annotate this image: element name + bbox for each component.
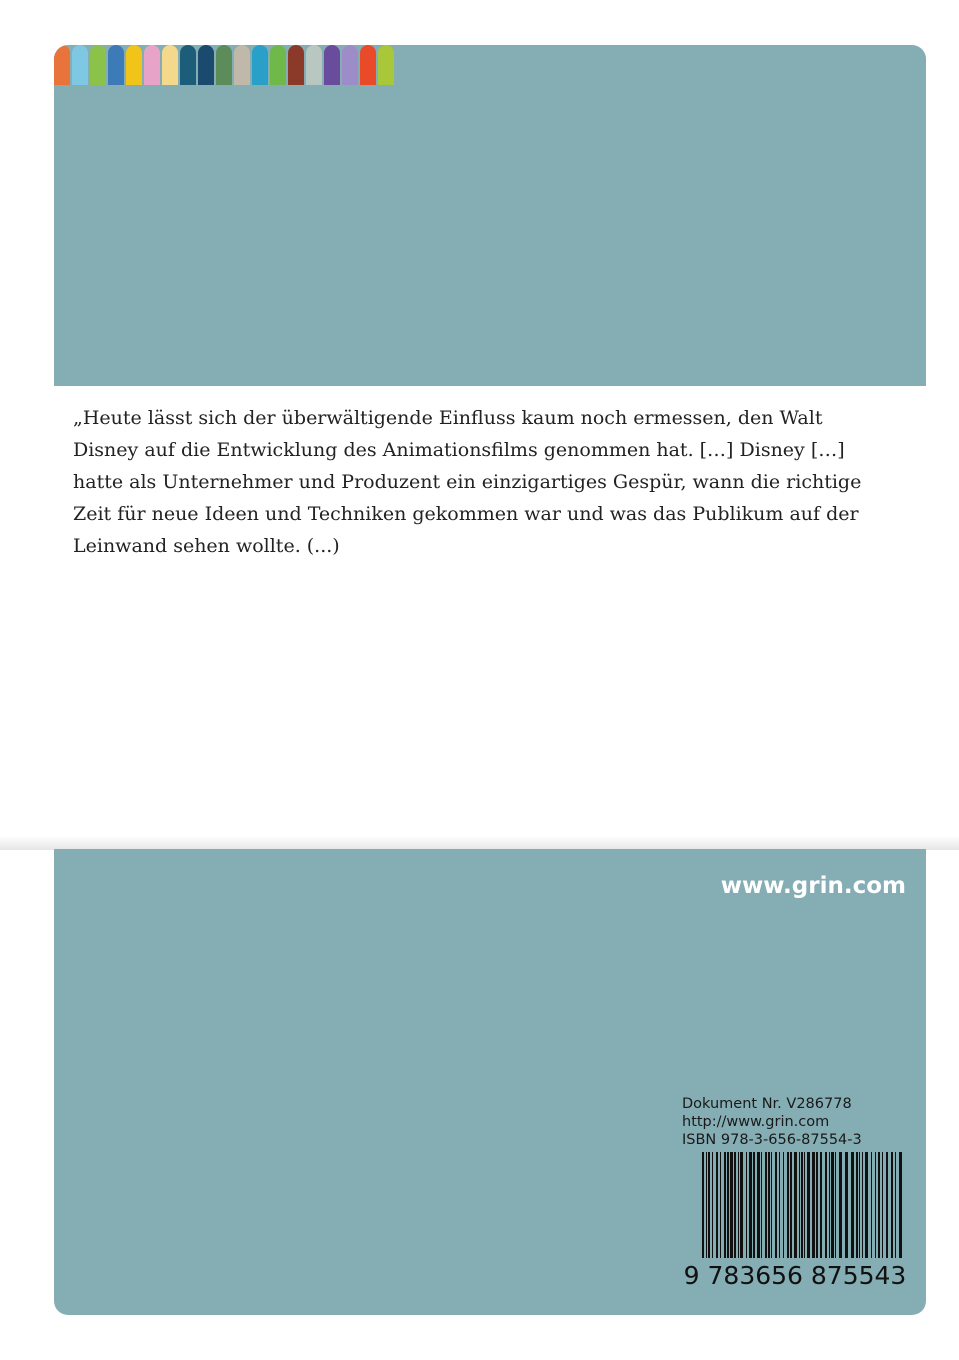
color-tab xyxy=(342,45,358,85)
barcode-bar xyxy=(720,1152,721,1258)
color-tab xyxy=(378,45,394,85)
barcode-bar xyxy=(790,1152,792,1258)
barcode-bar xyxy=(886,1152,888,1258)
color-tab xyxy=(216,45,232,85)
document-url[interactable]: http://www.grin.com xyxy=(682,1114,830,1130)
barcode-bar xyxy=(771,1152,772,1258)
cover-top-panel xyxy=(54,45,926,386)
barcode-bar xyxy=(787,1152,789,1258)
barcode-bar xyxy=(891,1152,893,1258)
publisher-url[interactable]: www.grin.com xyxy=(720,873,906,899)
barcode-bar xyxy=(706,1152,707,1258)
barcode-bar xyxy=(749,1152,752,1258)
barcode-bar xyxy=(738,1152,739,1258)
barcode-bar xyxy=(727,1152,729,1258)
barcode-bar xyxy=(702,1152,704,1258)
barcode-bar xyxy=(829,1152,830,1258)
color-tab xyxy=(180,45,196,85)
barcode-bars xyxy=(702,1152,902,1258)
color-tab xyxy=(360,45,376,85)
color-tab xyxy=(198,45,214,85)
barcode-bar xyxy=(865,1152,868,1258)
barcode-bar xyxy=(839,1152,842,1258)
barcode-bar xyxy=(801,1152,803,1258)
barcode-digits: 9 783656 875543 xyxy=(683,1261,907,1288)
barcode-bar xyxy=(851,1152,854,1258)
barcode-bar xyxy=(812,1152,815,1258)
fold-shadow xyxy=(0,836,959,850)
color-tab xyxy=(72,45,88,85)
color-tab xyxy=(324,45,340,85)
color-tab xyxy=(108,45,124,85)
barcode-bar xyxy=(783,1152,784,1258)
barcode-bar xyxy=(835,1152,836,1258)
color-tab xyxy=(54,45,70,85)
barcode-bar xyxy=(816,1152,818,1258)
barcode-bar xyxy=(761,1152,762,1258)
barcode-bar xyxy=(712,1152,713,1258)
barcode-bar xyxy=(746,1152,747,1258)
color-tab xyxy=(288,45,304,85)
barcode-bar xyxy=(768,1152,770,1258)
color-tabs xyxy=(54,45,396,85)
barcode-bar xyxy=(724,1152,726,1258)
barcode-bar xyxy=(895,1152,896,1258)
color-tab xyxy=(234,45,250,85)
barcode-bar xyxy=(799,1152,800,1258)
barcode-bar xyxy=(730,1152,733,1258)
barcode-bar xyxy=(878,1152,880,1258)
barcode-bar xyxy=(862,1152,863,1258)
barcode-bar xyxy=(740,1152,743,1258)
barcode-bar xyxy=(871,1152,872,1258)
isbn-barcode xyxy=(682,1152,908,1288)
color-tab xyxy=(270,45,286,85)
barcode-bar xyxy=(820,1152,822,1258)
barcode-bar xyxy=(734,1152,736,1258)
barcode-bar xyxy=(794,1152,797,1258)
barcode-bar xyxy=(753,1152,755,1258)
barcode-bar xyxy=(831,1152,834,1258)
barcode-bar xyxy=(757,1152,760,1258)
cover-bottom-panel xyxy=(54,849,926,1315)
barcode-bar xyxy=(804,1152,805,1258)
barcode-bar xyxy=(779,1152,780,1258)
barcode-bar xyxy=(775,1152,777,1258)
color-tab xyxy=(162,45,178,85)
document-info xyxy=(682,1095,862,1149)
barcode-bar xyxy=(807,1152,810,1258)
barcode-bar xyxy=(716,1152,718,1258)
barcode-bar xyxy=(899,1152,902,1258)
barcode-bar xyxy=(708,1152,710,1258)
color-tab xyxy=(252,45,268,85)
color-tab xyxy=(126,45,142,85)
color-tab xyxy=(144,45,160,85)
barcode-bar xyxy=(845,1152,848,1258)
barcode-bar xyxy=(825,1152,827,1258)
document-number: Dokument Nr. V286778 xyxy=(682,1096,852,1112)
color-tab xyxy=(306,45,322,85)
isbn-number: ISBN 978-3-656-87554-3 xyxy=(682,1132,862,1148)
barcode-bar xyxy=(859,1152,860,1258)
barcode-bar xyxy=(856,1152,858,1258)
barcode-bar xyxy=(882,1152,883,1258)
barcode-bar xyxy=(875,1152,876,1258)
color-tab xyxy=(90,45,106,85)
barcode-bar xyxy=(765,1152,767,1258)
back-cover-blurb: „Heute lässt sich der überwältigende Einfluss kaum noch ermessen, den Walt Disney auf die Entwicklung des Animationsfilms genommen hat. […] Disney […] hatte als Unternehmer und Produzent ein einzigartiges Gespür, wann die richtige Zeit für neue Ideen und Techniken gekommen war und was das Publikum auf der Leinwand sehen wollte. (...) xyxy=(73,407,862,557)
